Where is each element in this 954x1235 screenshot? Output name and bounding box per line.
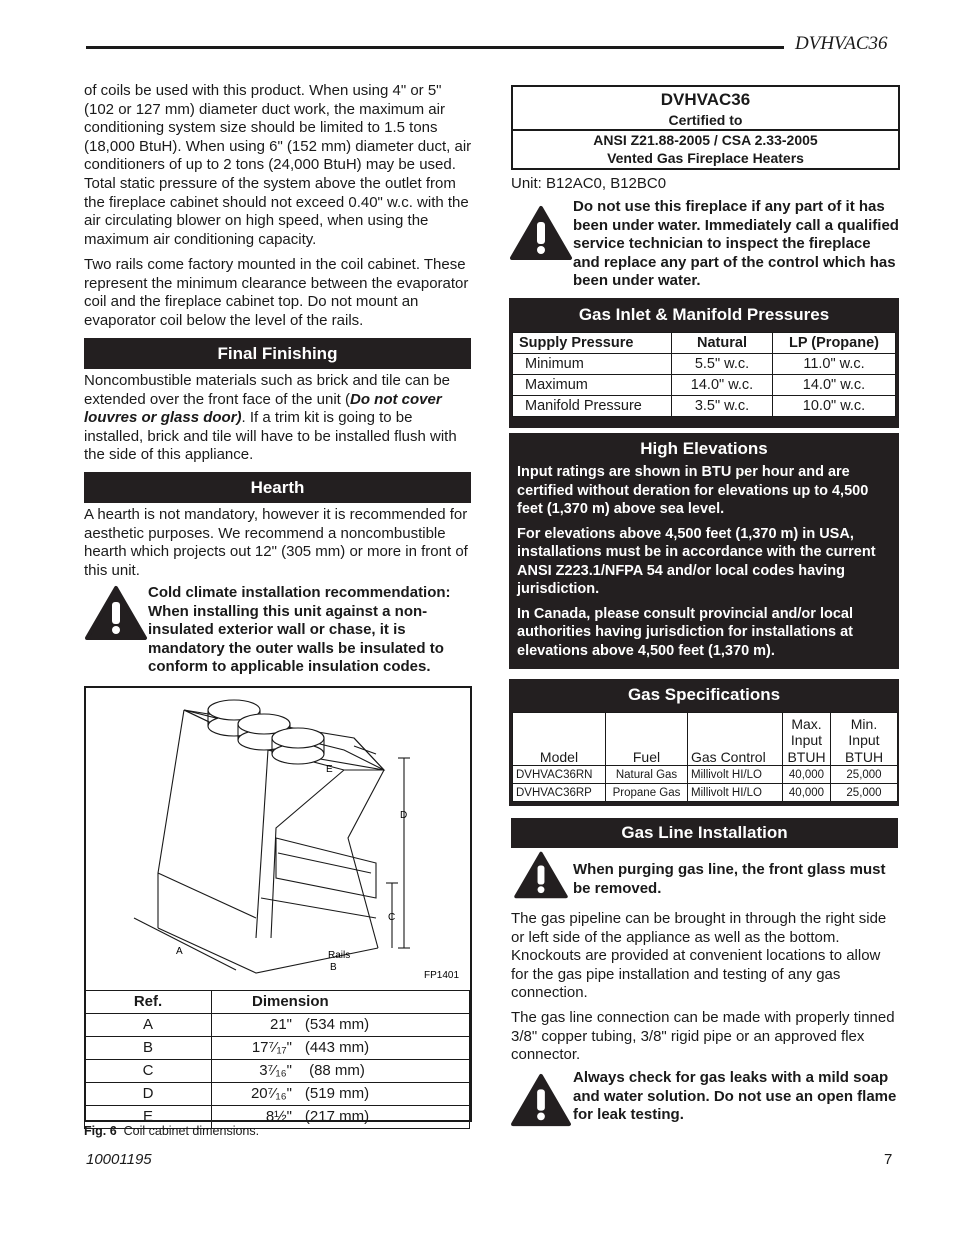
rails-paragraph: Two rails come factory mounted in the coil cabinet. These represent the minimum clearance between the evaporator coil and the fireplace cabinet top. Do not mount an evaporator coil below the level of the rails.	[84, 256, 469, 329]
gas-line-heading: Gas Line Installation	[511, 818, 898, 848]
table-row: DVHVAC36RP Propane Gas Millivolt HI/LO 40,000 25,000	[513, 784, 898, 802]
gas-specifications-heading: Gas Specifications	[509, 679, 899, 712]
header-rule	[86, 46, 784, 49]
leak-test-warning	[509, 1069, 901, 1128]
warning-triangle-icon	[509, 850, 573, 900]
document-number: 10001195	[86, 1151, 152, 1168]
dim-header-dimension: Dimension	[212, 991, 470, 1014]
elevations-text-1: Input ratings are shown in BTU per hour and are certified without deration for elevations up to 4,500 feet (1,370 m) above sea level.	[517, 464, 869, 517]
hearth-text: A hearth is not mandatory, however it is recommended for aesthetic purposes. We recommend a noncombustible hearth which projects out 12" (305 mm) or more in front of this unit.	[84, 506, 468, 579]
gas-specifications-table: Model Fuel Gas Control Max. Input BTUH Min. Input BTUH DVHVAC36RN Natural Gas Millivolt HI/LO 40,000 25,000 DVHVAC36RP Propane Gas Millivolt HI/LO 40,000 25,000	[512, 712, 898, 802]
leak-test-warning-text: Always check for gas leaks with a mild soap and water solution. Do not use an open flame for leak testing.	[573, 1069, 897, 1124]
warning-triangle-icon	[84, 584, 148, 642]
label-d: D	[400, 810, 408, 821]
table-row: Manifold Pressure 3.5" w.c. 10.0" w.c.	[513, 396, 896, 417]
label-rails: Rails	[328, 950, 351, 961]
table-row: DVHVAC36RN Natural Gas Millivolt HI/LO 40,000 25,000	[513, 766, 898, 784]
gas-connection-paragraph: The gas line connection can be made with properly tinned 3/8" copper tubing, 3/8" rigid pipe or an approved flex connector.	[511, 1009, 895, 1064]
table-row: C 3⁷⁄₁₆" (88 mm)	[85, 1060, 470, 1083]
table-row: Maximum 14.0" w.c. 14.0" w.c.	[513, 375, 896, 396]
figure-code: FP1401	[424, 970, 460, 981]
table-row: D 20⁷⁄₁₆" (519 mm)	[85, 1083, 470, 1106]
purging-warning	[509, 852, 901, 900]
pressures-heading: Gas Inlet & Manifold Pressures	[509, 298, 899, 332]
gas-pipeline-paragraph: The gas pipeline can be brought in through the right side or left side of the appliance as well as the bottom. Knockouts are provided at convenient locations to allow for the gas pipe installation and testing of any gas connection.	[511, 910, 887, 1002]
dim-header-ref: Ref.	[85, 991, 212, 1014]
pressures-table: Supply Pressure Natural LP (Propane) Minimum 5.5" w.c. 11.0" w.c. Maximum 14.0" w.c. 14.0" w.c. Manifold Pressure 3.5" w.c. 10.0" w.c.	[512, 332, 896, 417]
certification-box	[511, 85, 900, 170]
purging-warning-text: When purging gas line, the front glass must be removed.	[573, 861, 886, 897]
gas-specifications-panel	[509, 679, 899, 806]
figure-caption: Fig. 6 Coil cabinet dimensions.	[84, 1124, 260, 1138]
cert-model: DVHVAC36	[660, 90, 751, 109]
high-elevations-panel	[509, 433, 899, 669]
coil-cabinet-diagram	[86, 688, 470, 988]
table-row: B 17⁷⁄₁₇" (443 mm)	[85, 1037, 470, 1060]
cert-category: Vented Gas Fireplace Heaters	[607, 150, 804, 166]
dimension-table	[84, 990, 470, 1129]
table-row: A 21" (534 mm)	[85, 1014, 470, 1037]
label-c: C	[388, 912, 396, 923]
cert-certified-to: Certified to	[513, 111, 898, 131]
water-warning-text: Do not use this fireplace if any part of it has been under water. Immediately call a qualified service technician to inspect the fireplace and replace any part of the control which has been under water.	[573, 198, 899, 290]
high-elevations-heading: High Elevations	[640, 439, 768, 458]
warning-triangle-icon	[509, 204, 573, 262]
warning-triangle-icon	[509, 1072, 573, 1128]
label-e: E	[326, 764, 333, 775]
hearth-heading: Hearth	[84, 472, 471, 503]
figure-6-box	[84, 686, 472, 1125]
water-warning	[509, 198, 901, 291]
label-b: B	[330, 962, 337, 973]
table-row: Minimum 5.5" w.c. 11.0" w.c.	[513, 354, 896, 375]
unit-models: Unit: B12AC0, B12BC0	[511, 175, 667, 192]
coil-paragraph: of coils be used with this product. When using 4" or 5" (102 or 127 mm) diameter duct work, the maximum air conditioning system size should be limited to 1.5 tons (18,000 BtuH). When using 6" (152 mm) diameter duct, air conditioners of up to 2 tons (24,000 BtuH) may be used. Total static pressure of the system above the outlet from the fireplace cabinet should not exceed 0.40" w.c. with the air circulating blower on high speed, when using the maximum air conditioning capacity.	[84, 82, 472, 248]
table-row: E 8½" (217 mm)	[85, 1106, 470, 1129]
cold-climate-warning-text: Cold climate installation recommendation: When installing this unit against a non-insulated exterior wall or chase, it is mandatory the outer walls be insulated to conform to applicable insulation codes.	[148, 584, 451, 676]
header-model-title: DVHVAC36	[795, 33, 888, 54]
page-number: 7	[884, 1151, 893, 1168]
final-finishing-heading: Final Finishing	[84, 338, 471, 369]
final-finishing-text: Noncombustible materials such as brick and tile can be extended over the front face of the unit (Do not cover louvres or glass door). If a trim kit is going to be installed, brick and tile will have to be installed flush with the side of this appliance.	[84, 372, 457, 464]
cold-climate-warning	[84, 584, 472, 677]
elevations-text-3: In Canada, please consult provincial and/or local authorities having jurisdiction for installations at elevations above 4,500 feet (1,370 m).	[517, 605, 854, 659]
label-a: A	[176, 946, 183, 957]
pressures-panel	[509, 298, 899, 428]
cert-standard: ANSI Z21.88-2005 / CSA 2.33-2005	[593, 132, 818, 148]
elevations-text-2: For elevations above 4,500 feet (1,370 m) in USA, installations must be in accordance with the current ANSI Z223.1/NFPA 54 and/or local codes having jurisdiction.	[517, 525, 876, 597]
